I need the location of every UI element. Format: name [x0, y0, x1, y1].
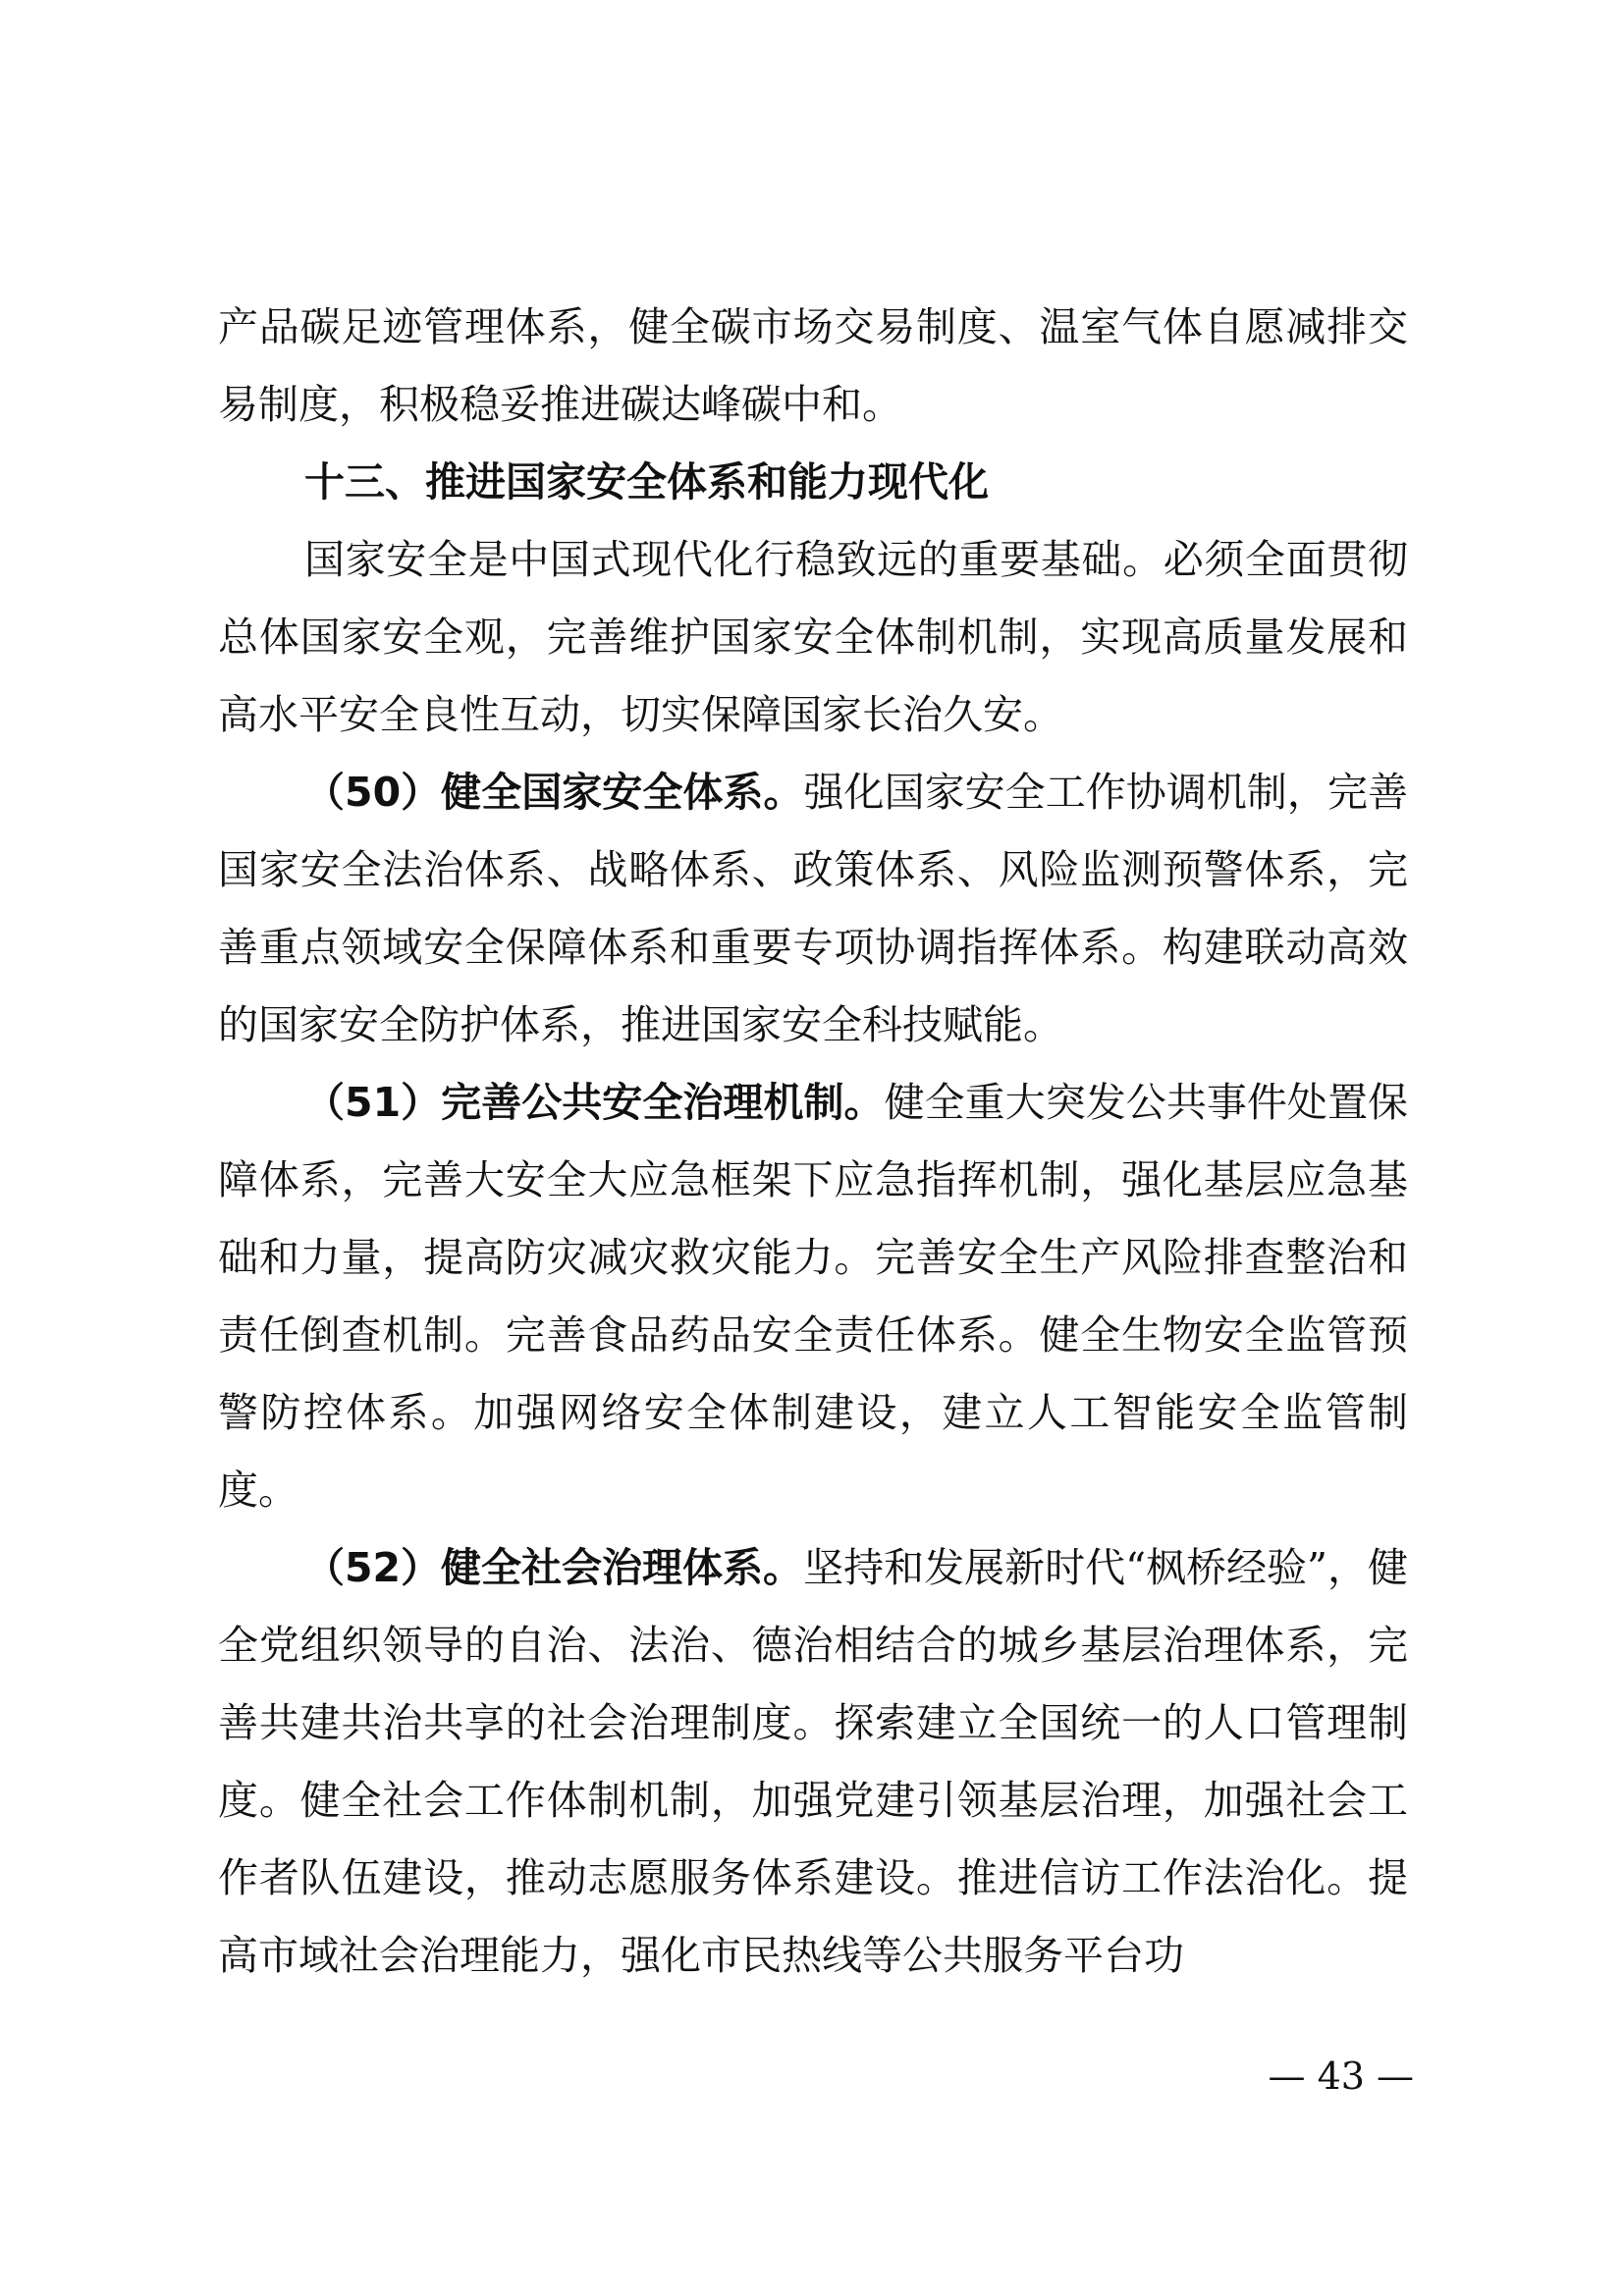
item-52-body: 坚持和发展新时代“枫桥经验”，健全党组织领导的自治、法治、德治相结合的城乡基层治理体系，完善共建共治共享的社会治理制度。探索建立全国统一的人口管理制度。健全社会工作体制机制，加强党建引领基层治理，加强社会工作者队伍建设，推动志愿服务体系建设。推进信访工作法治化。提高市域社会治理能力，强化市民热线等公共服务平台功: [218, 1544, 1408, 1979]
paragraph-intro: 国家安全是中国式现代化行稳致远的重要基础。必须全面贯彻总体国家安全观，完善维护国家安全体制机制，实现高质量发展和高水平安全良性互动，切实保障国家长治久安。: [218, 536, 1408, 738]
paragraph-continuation: 产品碳足迹管理体系，健全碳市场交易制度、温室气体自愿减排交易制度，积极稳妥推进碳达峰碳中和。: [218, 303, 1408, 428]
page-number: — 43 —: [1268, 2055, 1414, 2098]
item-51-lead: （51）完善公共安全治理机制。: [304, 1079, 885, 1126]
item-51-body: 健全重大突发公共事件处置保障体系，完善大安全大应急框架下应急指挥机制，强化基层应急基础和力量，提高防灾减灾救灾能力。完善安全生产风险排查整治和责任倒查机制。完善食品药品安全责任体系。健全生物安全监管预警防控体系。加强网络安全体制建设，建立人工智能安全监管制度。: [218, 1079, 1408, 1514]
item-52-paragraph: [218, 1529, 1408, 1995]
item-52-lead: （52）健全社会治理体系。: [304, 1544, 804, 1591]
document-body: [218, 289, 1408, 1995]
item-50-paragraph: [218, 754, 1408, 1064]
item-50-body: 强化国家安全工作协调机制，完善国家安全法治体系、战略体系、政策体系、风险监测预警体系，完善重点领域安全保障体系和重要专项协调指挥体系。构建联动高效的国家安全防护体系，推进国家安全科技赋能。: [218, 769, 1409, 1048]
item-51-paragraph: [218, 1064, 1408, 1529]
item-50-lead: （50）健全国家安全体系。: [304, 769, 804, 816]
section-heading: 十三、推进国家安全体系和能力现代化: [304, 458, 989, 506]
